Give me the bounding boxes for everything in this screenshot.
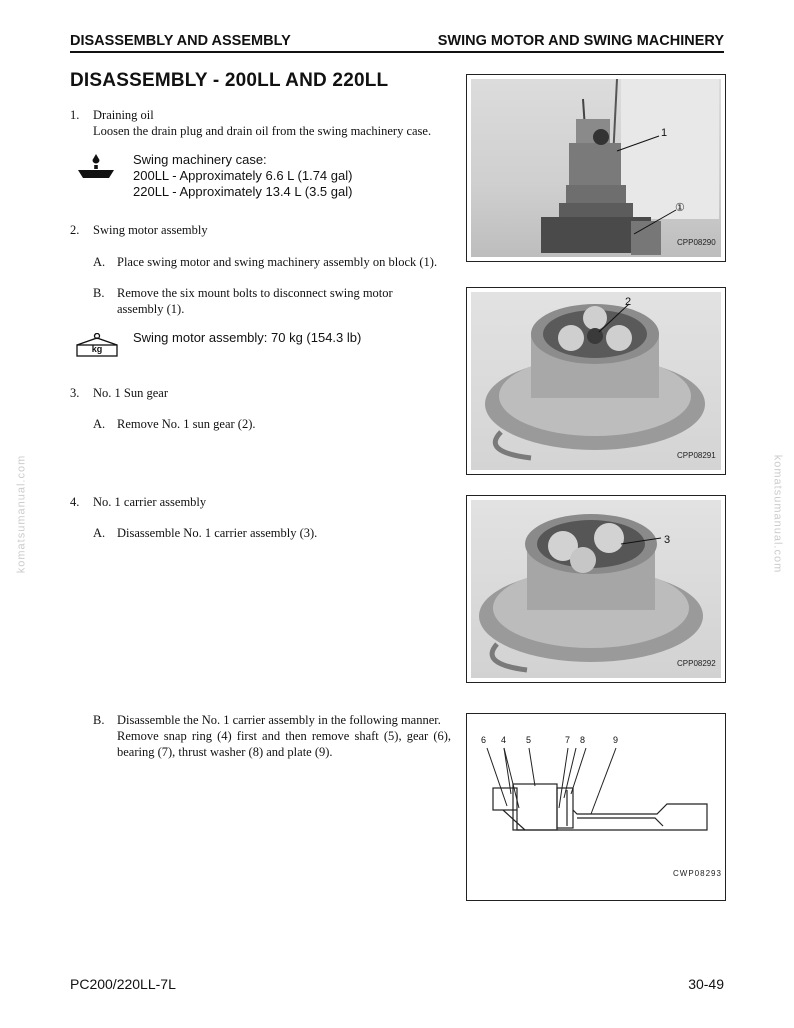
oil-spec-220ll: 220LL - Approximately 13.4 L (3.5 gal) bbox=[133, 184, 353, 199]
step-4-title: No. 1 carrier assembly bbox=[93, 495, 207, 509]
step-3-number: 3. bbox=[70, 386, 80, 400]
step-4b-line3: bearing (7), thrust washer (8) and plate (9). bbox=[117, 745, 333, 759]
step-2-title: Swing motor assembly bbox=[93, 223, 208, 237]
oil-spec-label: Swing machinery case: bbox=[133, 152, 267, 167]
oil-spec-200ll: 200LL - Approximately 6.6 L (1.74 gal) bbox=[133, 168, 353, 183]
figure-code: CPP08291 bbox=[677, 451, 716, 460]
figure-code: CPP08290 bbox=[677, 238, 716, 247]
figure-sun-gear bbox=[466, 287, 726, 475]
oil-drain-icon bbox=[77, 152, 115, 180]
step-2a-text: Place swing motor and swing machinery assembly on block (1). bbox=[117, 255, 438, 269]
photo-carrier-assembly bbox=[471, 500, 721, 678]
header-rule bbox=[70, 51, 724, 53]
motor-weight-spec: Swing motor assembly: 70 kg (154.3 lb) bbox=[133, 330, 362, 345]
footer-model: PC200/220LL-7L bbox=[70, 976, 176, 992]
photo-sun-gear bbox=[471, 292, 721, 470]
callout-5: 5 bbox=[526, 735, 532, 745]
step-2b-line1: Remove the six mount bolts to disconnect swing motor bbox=[117, 286, 393, 300]
callout-4: 4 bbox=[501, 735, 507, 745]
callout-7: 7 bbox=[565, 735, 571, 745]
callout-1: 1 bbox=[661, 127, 668, 139]
callout-block-1: ① bbox=[675, 202, 685, 214]
callout-3: 3 bbox=[664, 534, 671, 546]
step-3a-letter: A. bbox=[93, 417, 106, 431]
watermark-right: komatsumanual.com bbox=[771, 454, 784, 574]
figure-carrier-assembly bbox=[466, 495, 726, 683]
step-3a-text: Remove No. 1 sun gear (2). bbox=[117, 417, 256, 431]
figure-code: CWP08293 bbox=[673, 869, 722, 878]
step-1-title: Draining oil bbox=[93, 108, 154, 122]
watermark-left: komatsumanual.com bbox=[15, 454, 28, 574]
step-2b-letter: B. bbox=[93, 286, 105, 300]
step-4a-text: Disassemble No. 1 carrier assembly (3). bbox=[117, 526, 318, 540]
footer-page-number: 30-49 bbox=[688, 976, 724, 992]
step-4a-letter: A. bbox=[93, 526, 106, 540]
header-section-title: DISASSEMBLY AND ASSEMBLY bbox=[70, 33, 291, 49]
step-1-number: 1. bbox=[70, 108, 80, 122]
callout-8: 8 bbox=[580, 735, 586, 745]
header-chapter-title: SWING MOTOR AND SWING MACHINERY bbox=[437, 33, 724, 49]
figure-swing-motor-on-block bbox=[466, 74, 726, 262]
step-2b-line2: assembly (1). bbox=[117, 302, 185, 316]
callout-6: 6 bbox=[481, 735, 487, 745]
callout-9: 9 bbox=[613, 735, 619, 745]
callout-2: 2 bbox=[625, 296, 632, 308]
weight-icon bbox=[75, 333, 119, 357]
step-2-number: 2. bbox=[70, 223, 80, 237]
step-4b-line2: Remove snap ring (4) first and then remove shaft (5), gear (6), bbox=[117, 729, 452, 743]
step-3-title: No. 1 Sun gear bbox=[93, 386, 168, 400]
step-2a-letter: A. bbox=[93, 255, 106, 269]
figure-code: CPP08292 bbox=[677, 659, 716, 668]
page-title: DISASSEMBLY - 200LL AND 220LL bbox=[70, 70, 389, 91]
step-4b-letter: B. bbox=[93, 713, 105, 727]
step-4-number: 4. bbox=[70, 495, 80, 509]
step-4b-line1: Disassemble the No. 1 carrier assembly in the following manner. bbox=[117, 713, 441, 727]
figure-carrier-cross-section bbox=[466, 713, 726, 901]
photo-swing-motor bbox=[471, 79, 721, 257]
step-1-text: Loosen the drain plug and drain oil from the swing machinery case. bbox=[93, 124, 432, 138]
weight-unit-label: kg bbox=[91, 344, 103, 354]
